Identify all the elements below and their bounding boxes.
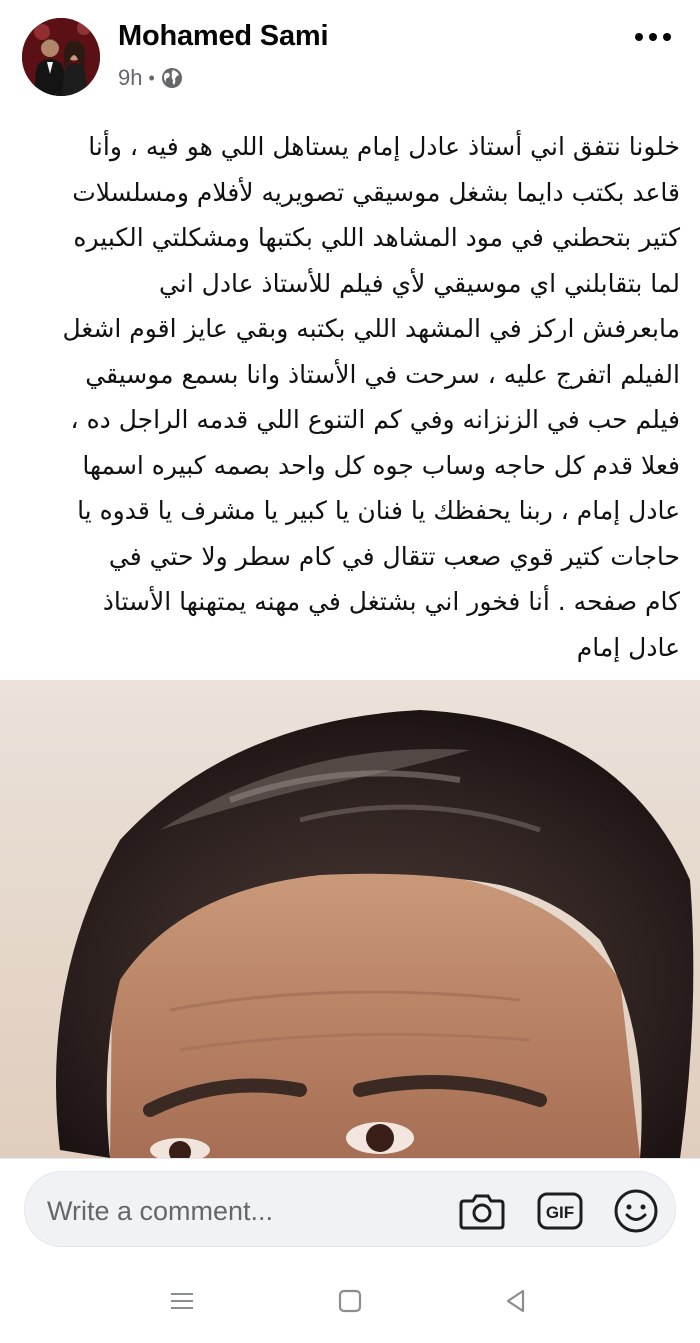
gif-icon[interactable] (537, 1189, 583, 1233)
comment-input[interactable] (24, 1171, 676, 1247)
post-text-line: فعلا قدم كل حاجه وساب جوه كل واحد بصمه كبيره اسمها (82, 450, 680, 480)
meta-separator: • (148, 67, 155, 88)
camera-icon[interactable] (459, 1189, 505, 1233)
post-text-line: عادل إمام ، ربنا يحفظك يا فنان يا كبير يا مشرف يا قدوه يا (77, 496, 680, 525)
more-options-button[interactable] (628, 20, 678, 54)
post-text (20, 124, 680, 670)
post-text-line: حاجات كتير قوي صعب تتقال في كام سطر ولا حتي في (108, 541, 680, 571)
comment-placeholder: Write a comment... (47, 1196, 274, 1226)
post-header (0, 0, 700, 100)
author-name[interactable]: Mohamed Sami (118, 20, 329, 52)
post-photo[interactable] (0, 680, 700, 1158)
back-icon[interactable] (496, 1286, 536, 1316)
recent-apps-icon[interactable] (162, 1286, 202, 1316)
post-text-line: كام صفحه . أنا فخور اني بشتغل في مهنه يمتهنها الأستاذ (102, 587, 680, 616)
system-nav-bar (0, 1258, 700, 1343)
post-meta (118, 64, 183, 92)
post-text-line: كتير بتحطني في مود المشاهد اللي بكتبها ومشكلتي الكبيره (73, 223, 680, 252)
emoji-icon[interactable] (613, 1189, 659, 1233)
comment-bar (0, 1158, 700, 1258)
globe-icon (161, 67, 183, 89)
post-text-line: عادل إمام (576, 632, 680, 662)
more-options-icon (633, 32, 673, 42)
post-photo-image (0, 680, 700, 1158)
gif-label: GIF (545, 1203, 575, 1222)
post-text-line: لما بتقابلني اي موسيقي لأي فيلم للأستاذ عادل اني (158, 268, 680, 298)
post-text-line: الفيلم اتفرج عليه ، سرحت في الأستاذ وانا بسمع موسيقي (85, 359, 680, 389)
post-text-line: فيلم حب في الزنزانه وفي كم التنوع اللي قدمه الراجل ده ، (70, 405, 680, 434)
avatar[interactable] (22, 18, 100, 96)
post-time[interactable]: 9h (118, 65, 143, 90)
avatar-photo (22, 18, 100, 96)
post-text-line: مابعرفش اركز في المشهد اللي بكتبه وبقي عايز اقوم اشغل (62, 314, 680, 343)
post-text-line: خلونا نتفق اني أستاذ عادل إمام يستاهل اللي هو فيه ، وأنا (88, 132, 680, 161)
post-text-line: قاعد بكتب دايما بشغل موسيقي تصويريه لأفلام ومسلسلات (72, 177, 680, 207)
home-icon[interactable] (330, 1286, 370, 1316)
